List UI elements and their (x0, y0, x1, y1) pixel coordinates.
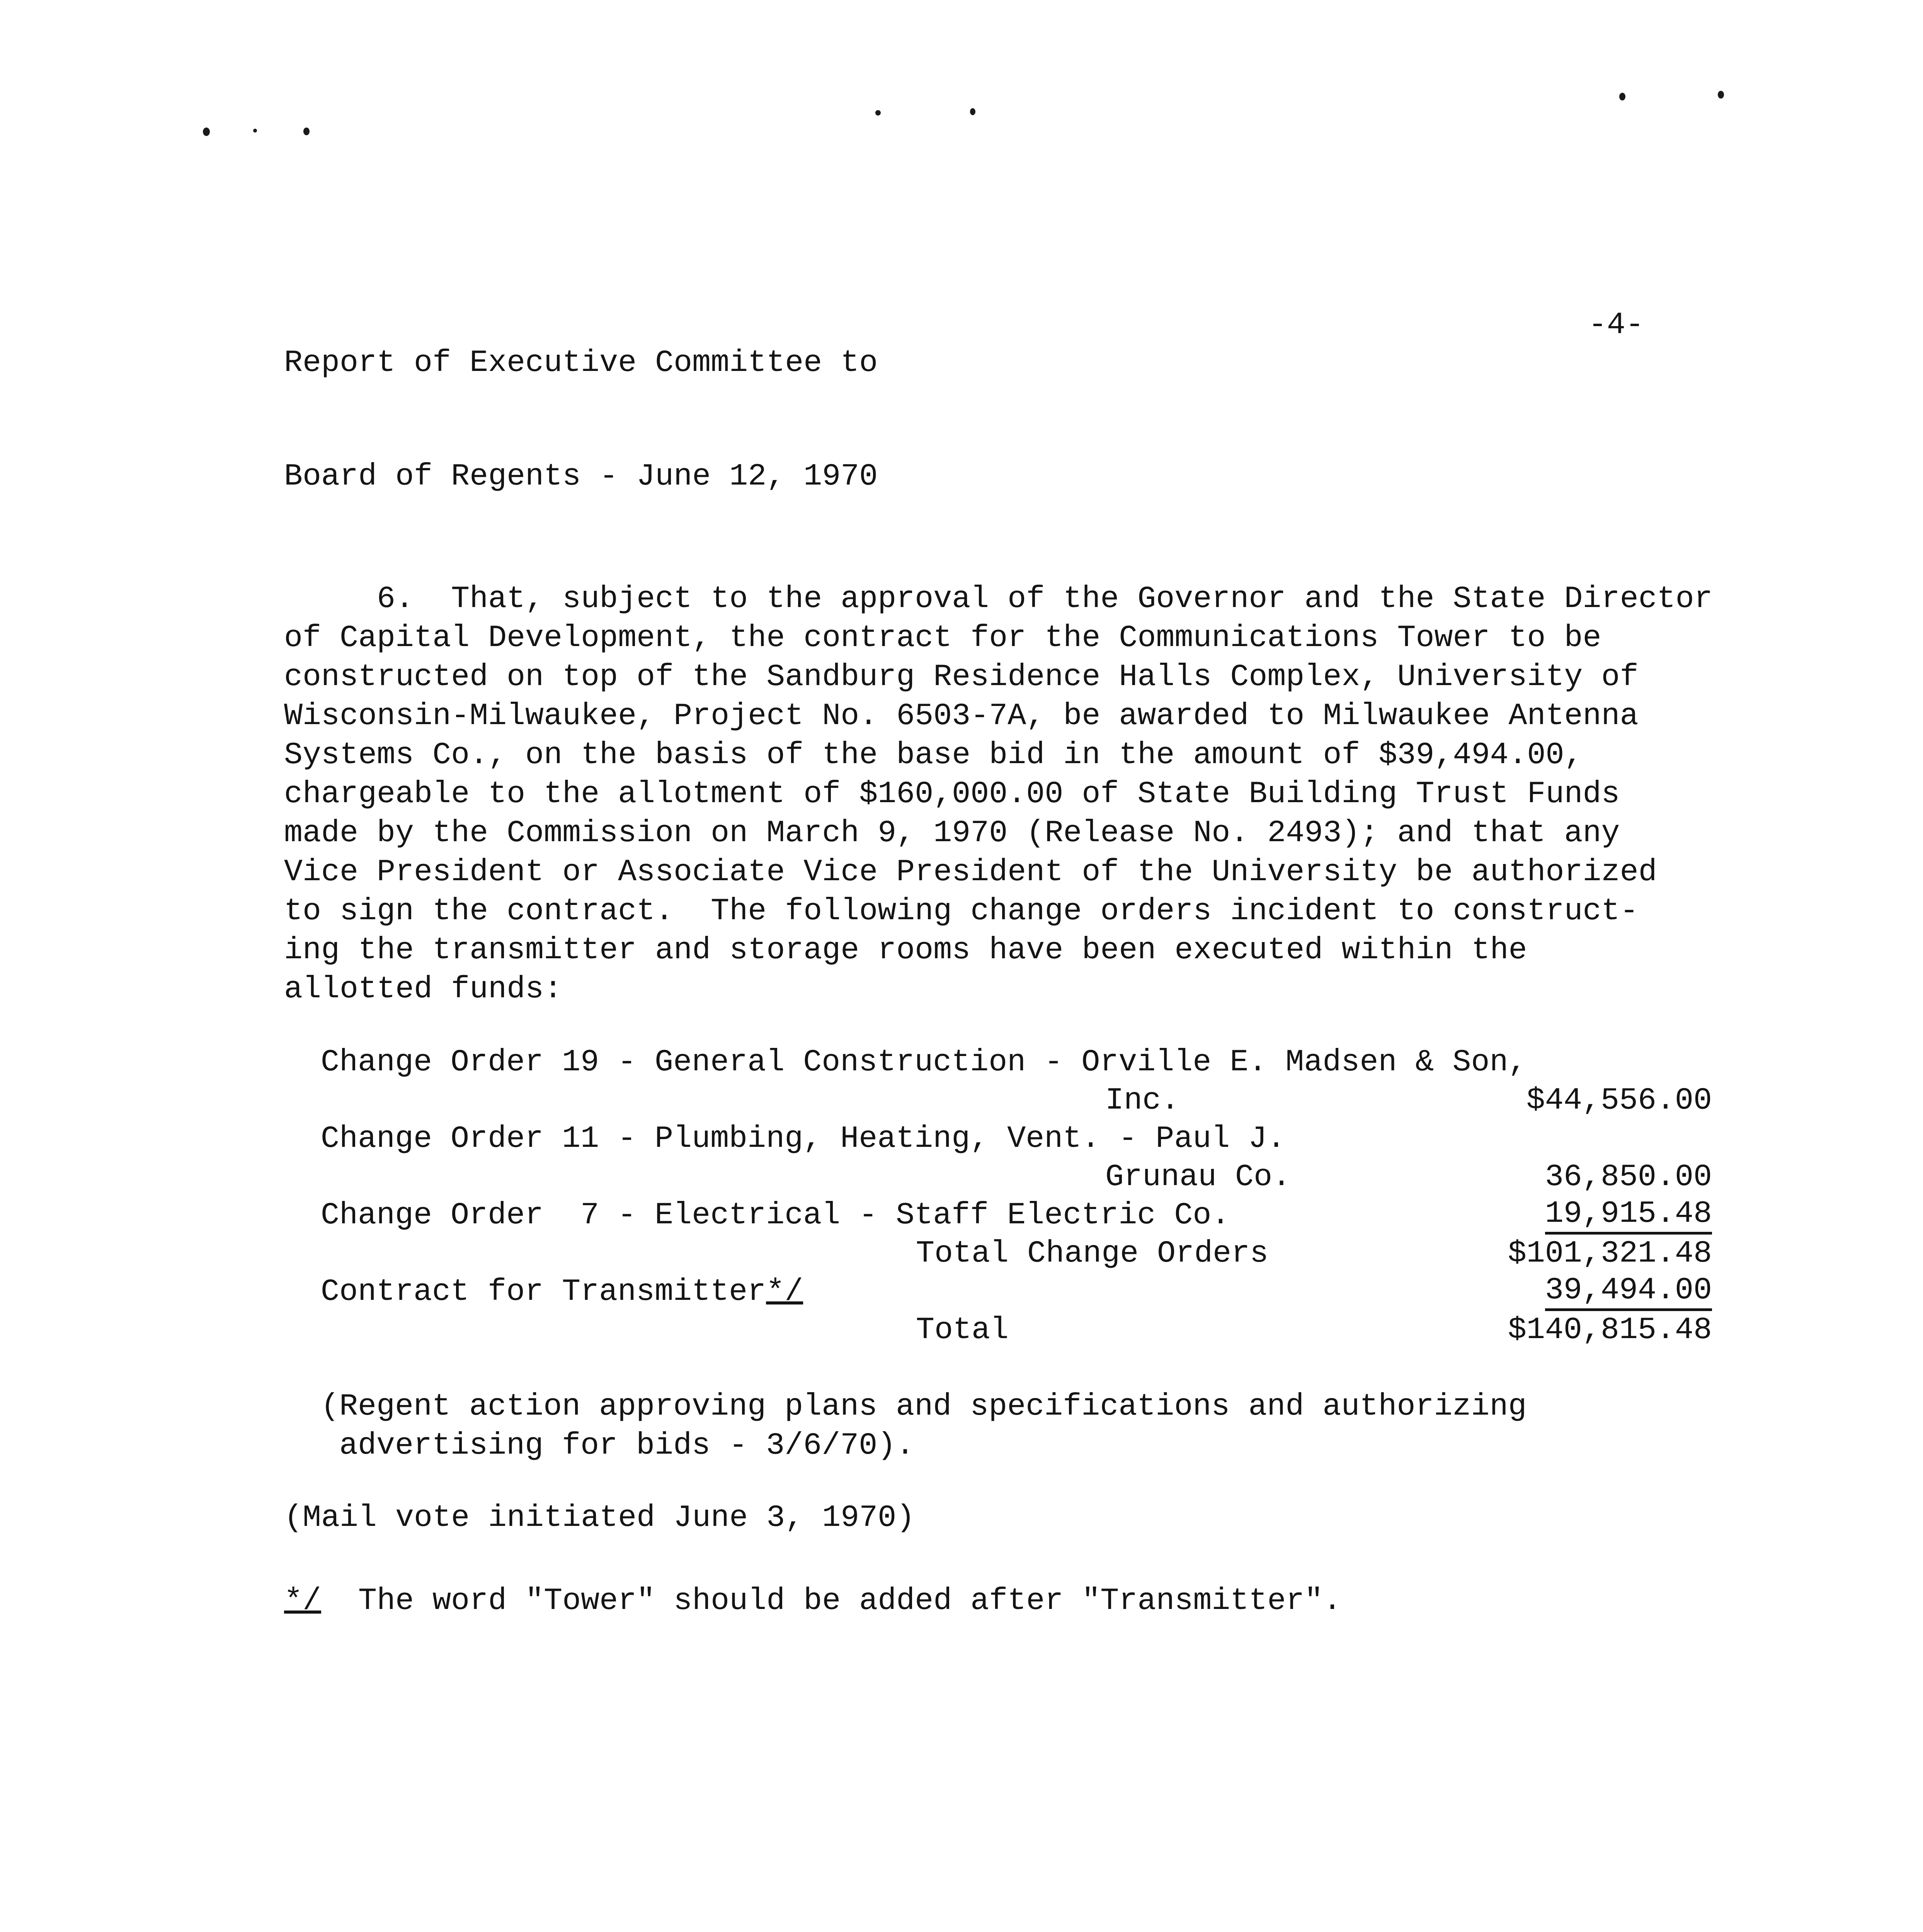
scan-speck (1718, 91, 1724, 99)
change-order-19-description: Change Order 19 - General Construction - Orville E. Madsen & Son, (321, 1045, 1527, 1080)
report-header (284, 269, 878, 571)
regent-note-line-2: advertising for bids - 3/6/70). (321, 1428, 915, 1463)
table-row (321, 1082, 1712, 1120)
change-order-19-amount: $44,556.00 (1526, 1083, 1712, 1118)
header-line-1: Report of Executive Committee to (284, 345, 878, 381)
total-change-orders-amount: $101,321.48 (1508, 1236, 1712, 1271)
footnote (284, 1582, 1341, 1620)
resolution-paragraph (284, 580, 1830, 1009)
table-row (321, 1158, 1712, 1196)
contract-amount: 39,494.00 (1545, 1273, 1712, 1311)
contract-label: Contract for Transmitter (321, 1274, 766, 1310)
paragraph-line: constructed on top of the Sandburg Residence Halls Complex, University of (284, 660, 1639, 695)
scan-speck (970, 108, 975, 115)
change-order-7-description: Change Order 7 - Electrical - Staff Electric Co. (321, 1198, 1230, 1233)
change-order-11-description-cont: Grunau Co. (1105, 1160, 1291, 1195)
total-amount: $140,815.48 (1508, 1313, 1712, 1348)
table-row (321, 1120, 1712, 1158)
regent-note-line-1: (Regent action approving plans and specifications and authorizing (321, 1389, 1527, 1424)
change-orders-table (321, 1043, 1712, 1349)
paragraph-line: Systems Co., on the basis of the base bid in the amount of $39,494.00, (284, 738, 1583, 773)
mail-vote-note: (Mail vote initiated June 3, 1970) (284, 1500, 915, 1536)
paragraph-line: allotted funds: (284, 972, 563, 1007)
scan-speck (253, 129, 257, 133)
contract-row-label (321, 1273, 803, 1311)
table-row (321, 1196, 1712, 1235)
paragraph-line: made by the Commission on March 9, 1970 (Release No. 2493); and that any (284, 816, 1620, 851)
table-row (321, 1043, 1712, 1082)
header-line-2: Board of Regents - June 12, 1970 (284, 459, 878, 494)
paragraph-line: Vice President or Associate Vice President of the University be authorized (284, 855, 1657, 890)
paragraph-line: 6. That, subject to the approval of the Governor and the State Director (284, 582, 1713, 617)
scan-speck (303, 128, 310, 135)
footnote-text: The word "Tower" should be added after "Transmitter". (321, 1583, 1342, 1619)
total-change-orders-label: Total Change Orders (916, 1236, 1269, 1271)
change-order-19-description-cont: Inc. (1105, 1083, 1180, 1118)
footnote-mark: */ (284, 1583, 322, 1619)
regent-action-note (321, 1387, 1527, 1465)
paragraph-line: Wisconsin-Milwaukee, Project No. 6503-7A, be awarded to Milwaukee Antenna (284, 699, 1639, 734)
scan-speck (203, 128, 210, 136)
change-order-11-description: Change Order 11 - Plumbing, Heating, Vent. - Paul J. (321, 1121, 1286, 1156)
paragraph-line: chargeable to the allotment of $160,000.00 of State Building Trust Funds (284, 777, 1620, 812)
page-number: -4- (1588, 308, 1644, 343)
table-row (321, 1235, 1712, 1273)
scan-speck (875, 110, 881, 116)
paragraph-line: ing the transmitter and storage rooms have been executed within the (284, 933, 1527, 968)
change-order-7-amount: 19,915.48 (1545, 1196, 1712, 1235)
table-row (321, 1311, 1712, 1349)
paragraph-line: of Capital Development, the contract for the Communications Tower to be (284, 621, 1601, 656)
footnote-mark: */ (766, 1274, 803, 1310)
table-row (321, 1273, 1712, 1311)
change-order-11-amount: 36,850.00 (1545, 1160, 1712, 1195)
scan-speck (1619, 93, 1625, 100)
paragraph-line: to sign the contract. The following change orders incident to construct- (284, 894, 1639, 929)
total-label: Total (916, 1313, 1009, 1348)
